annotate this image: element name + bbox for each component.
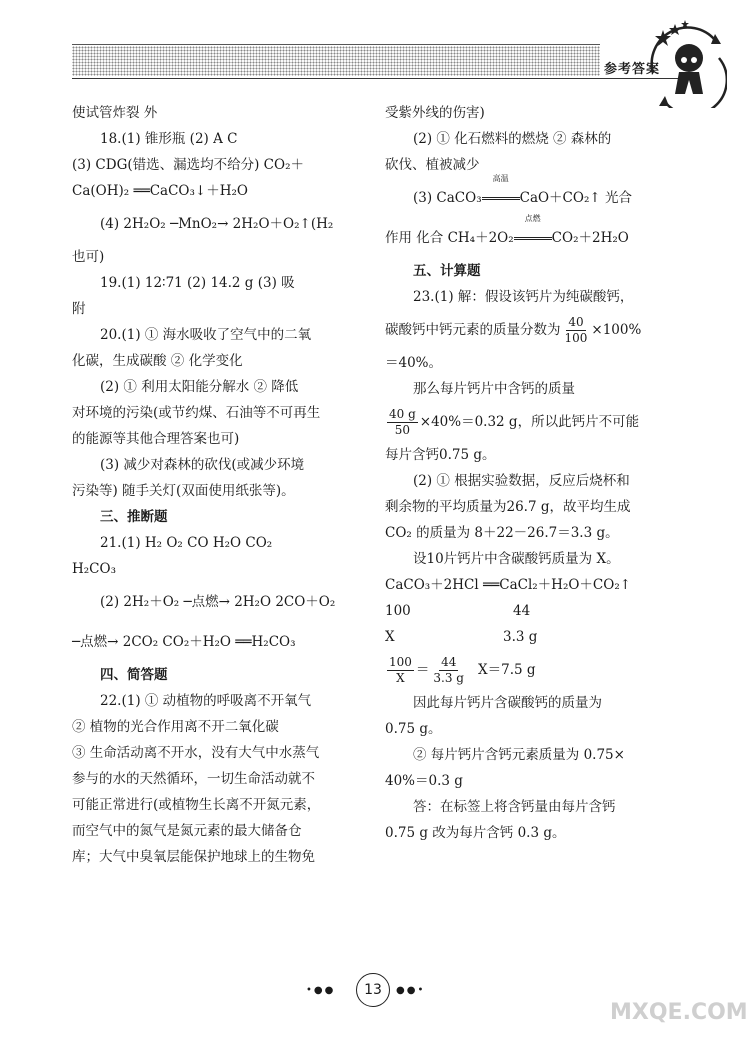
reaction-condition: 高温: [492, 174, 509, 183]
answer-line: ─点燃→ 2CO₂ CO₂＋H₂O ══H₂CO₃: [72, 634, 296, 650]
answer-line: ＝40%。: [385, 355, 443, 371]
answer-line: 而空气中的氮气是氮元素的最大储备仓: [72, 823, 302, 839]
reaction-arrow: [514, 214, 552, 251]
left-column: [72, 100, 362, 870]
equation-line: CaCO₃＋2HCl ══CaCl₂＋H₂O＋CO₂↑: [385, 577, 632, 593]
equation-part: CaO＋CO₂↑ 光合: [519, 190, 632, 206]
answer-line: [385, 310, 660, 350]
fraction: $\frac{44}{3.3 g}$: [433, 654, 464, 685]
answer-line: 0.75 g。: [385, 721, 442, 737]
header-dot-band: [72, 46, 600, 76]
equals-sign: ＝: [415, 662, 430, 678]
answer-line: 剩余物的平均质量为26.7 g，故平均生成: [385, 499, 631, 515]
footer-dots-right: ●●•: [396, 985, 426, 996]
answer-line: 18.(1) 锥形瓶 (2) A C: [100, 131, 238, 147]
answer-line: 也可): [72, 249, 105, 265]
answer-line: ② 植物的光合作用离不开二氧化碳: [72, 719, 279, 735]
watermark: MXQE.COM: [610, 1000, 748, 1025]
equation-part: 3.3 g: [503, 629, 538, 645]
header-rule: [72, 78, 684, 79]
mascot-icon: [645, 18, 727, 108]
answer-line: 使试管炸裂 外: [72, 105, 158, 121]
answer-line: 砍伐、植被减少: [385, 157, 480, 173]
answer-line: (3) CDG(错选、漏选均不给分) CO₂＋: [72, 157, 304, 173]
answer-line: CO₂ 的质量为 8＋22－26.7＝3.3 g。: [385, 525, 619, 541]
answer-line: ③ 生命活动离不开水，没有大气中水蒸气: [72, 745, 320, 761]
answer-line: (2) ① 化石燃料的燃烧 ② 森林的: [413, 131, 612, 147]
equation-part: X＝7.5 g: [478, 662, 536, 678]
fraction: $\frac{40}{100}$: [564, 314, 588, 345]
answer-line: 21.(1) H₂ O₂ CO H₂O CO₂: [100, 535, 273, 551]
equation-part: ×100%: [591, 322, 642, 338]
equation-part: (3) CaCO₃: [413, 190, 482, 206]
answer-line: H₂CO₃: [72, 561, 116, 577]
answer-line: 0.75 g 改为每片含钙 0.3 g。: [385, 825, 566, 841]
header-title: 参考答案: [604, 62, 661, 77]
equation-part: X: [385, 629, 395, 645]
answer-line: (2) ① 利用太阳能分解水 ② 降低: [100, 379, 299, 395]
header-rule-top: [72, 44, 600, 45]
right-column: [385, 100, 660, 846]
answer-line: (2) ① 根据实验数据，反应后烧杯和: [413, 473, 630, 489]
answer-line: 的能源等其他合理答案也可): [72, 431, 240, 447]
equation-part: 作用 化合 CH₄＋2O₂: [385, 230, 514, 246]
answer-line: 19.(1) 12∶71 (2) 14.2 g (3) 吸: [100, 275, 295, 291]
answer-line: 附: [72, 301, 86, 317]
answer-line: [385, 624, 660, 650]
answer-line: 23.(1) 解：假设该钙片为纯碳酸钙，: [413, 289, 634, 305]
answer-line: [385, 214, 660, 258]
reaction-arrow: [482, 174, 520, 211]
answer-line: 因此每片钙片含碳酸钙的质量为: [413, 695, 602, 711]
answer-line: [385, 402, 660, 442]
answer-line: 可能正常进行(或植物生长离不开氮元素，: [72, 797, 321, 813]
answer-line: 20.(1) ① 海水吸收了空气中的二氧: [100, 327, 312, 343]
equation-part: 碳酸钙中钙元素的质量分数为: [385, 322, 561, 338]
answer-line: Ca(OH)₂ ══CaCO₃↓＋H₂O: [72, 183, 248, 199]
answer-line: 化碳，生成碳酸 ② 化学变化: [72, 353, 243, 369]
answer-line: [385, 598, 660, 624]
answer-line: 那么每片钙片中含钙的质量: [413, 381, 575, 397]
page-header: [0, 0, 750, 105]
answer-line: 受紫外线的伤害): [385, 105, 485, 121]
answer-line: 对环境的污染(或节约煤、石油等不可再生: [72, 405, 321, 421]
equation-part: 100: [385, 603, 411, 619]
answer-line: 库；大气中臭氧层能保护地球上的生物免: [72, 849, 315, 865]
answer-line: (2) 2H₂＋O₂ ─点燃→ 2H₂O 2CO＋O₂: [100, 594, 336, 610]
fraction: $\frac{40 g}{50}$: [389, 406, 416, 437]
section-heading: 三、推断题: [100, 509, 168, 525]
equation-part: 44: [513, 603, 531, 619]
answer-line: [385, 174, 660, 218]
reaction-condition: 点燃: [524, 214, 541, 223]
answer-line: (4) 2H₂O₂ ─MnO₂→ 2H₂O＋O₂↑(H₂: [100, 216, 334, 232]
answer-line: 22.(1) ① 动植物的呼吸离不开氧气: [100, 693, 312, 709]
answer-line: 答：在标签上将含钙量由每片含钙: [413, 799, 616, 815]
answer-line: 设10片钙片中含碳酸钙质量为 X。: [413, 551, 620, 567]
answer-line: [385, 650, 660, 690]
section-heading: 四、简答题: [100, 667, 168, 683]
answer-line: 污染等) 随手关灯(双面使用纸张等)。: [72, 483, 295, 499]
answer-line: ② 每片钙片含钙元素质量为 0.75×: [413, 747, 625, 763]
section-heading: 五、计算题: [413, 263, 481, 279]
equation-part: CO₂＋2H₂O: [551, 230, 629, 246]
fraction: $\frac{100}{X}$: [389, 654, 412, 685]
answer-line: 参与的水的天然循环，一切生命活动就不: [72, 771, 315, 787]
footer-dots-left: •●●: [306, 985, 336, 996]
page-number: 13: [356, 973, 390, 1007]
answer-line: (3) 减少对森林的砍伐(或减少环境: [100, 457, 305, 473]
answer-line: 40%＝0.3 g: [385, 773, 463, 789]
answer-line: 每片含钙0.75 g。: [385, 447, 496, 463]
equation-part: ×40%＝0.32 g，所以此钙片不可能: [419, 414, 640, 430]
